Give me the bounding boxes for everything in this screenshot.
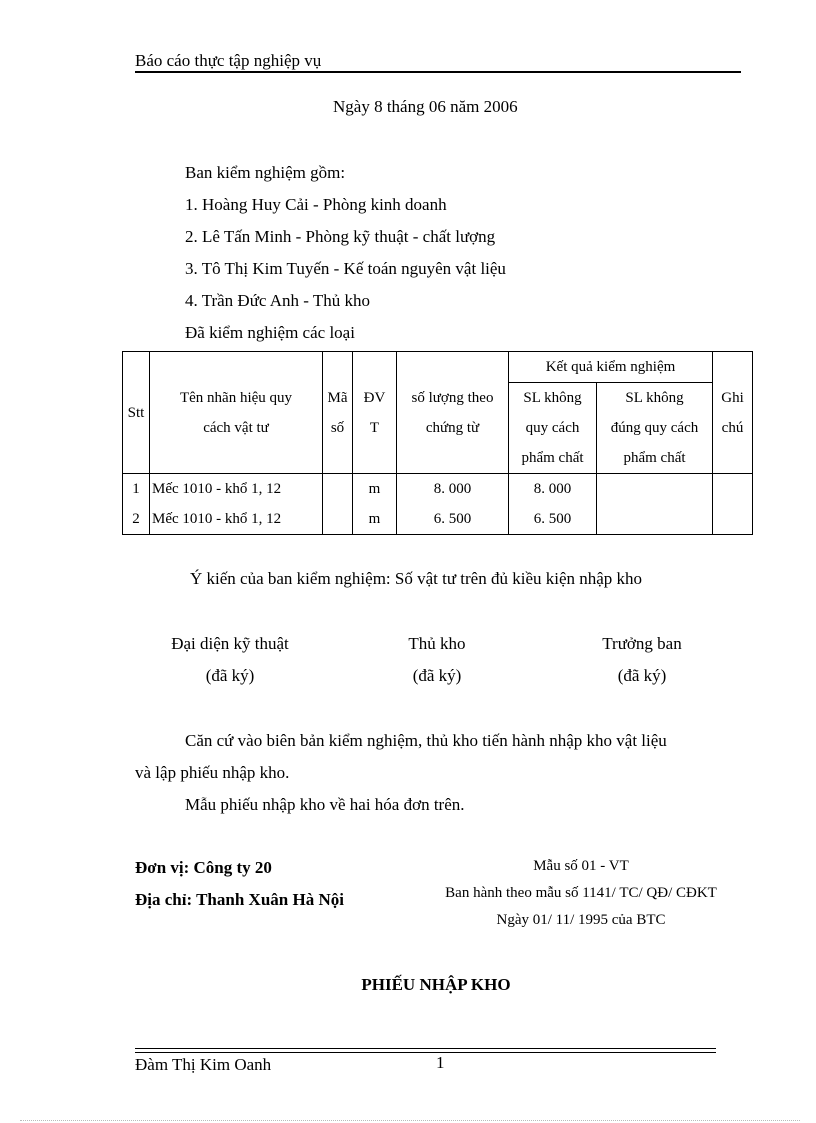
page-edge <box>20 1120 800 1121</box>
footer-rule <box>135 1052 716 1053</box>
committee-member: 4. Trần Đức Anh - Thủ kho <box>185 291 371 310</box>
address-label: Địa chỉ: <box>135 890 193 909</box>
cell-note <box>713 474 753 505</box>
footer-rule <box>135 1048 716 1049</box>
form-number: Mẫu số 01 - VT <box>533 858 629 874</box>
committee-member: 3. Tô Thị Kim Tuyến - Kế toán nguyên vật liệu <box>185 259 506 278</box>
cell-ok: 8. 000 <box>509 474 597 505</box>
committee-member: 1. Hoàng Huy Cải - Phòng kinh doanh <box>185 195 447 214</box>
header-stt: Stt <box>123 352 150 474</box>
paragraph-line: và lập phiếu nhập kho. <box>135 763 290 782</box>
cell-bad <box>597 474 713 505</box>
address-value: Thanh Xuân Hà Nội <box>196 890 344 909</box>
header-name: Tên nhãn hiệu quy cách vật tư <box>150 352 323 474</box>
header-bad: SL không đúng quy cách phẩm chất <box>597 383 713 474</box>
cell-qty: 6. 500 <box>397 504 509 535</box>
header-title: Báo cáo thực tập nghiệp vụ <box>135 51 322 70</box>
header-note: Ghi chú <box>713 352 753 474</box>
cell-stt: 1 <box>123 474 150 505</box>
signature-role-technical: Đại diện kỹ thuật <box>171 634 289 653</box>
committee-member: 2. Lê Tấn Minh - Phòng kỹ thuật - chất lượng <box>185 227 496 246</box>
cell-code <box>323 474 353 505</box>
unit-label: Đơn vị: <box>135 858 190 877</box>
unit-line <box>135 858 272 878</box>
signature-status: (đã ký) <box>412 666 462 685</box>
signature-role-chief: Trưởng ban <box>602 634 682 653</box>
paragraph-line: Căn cứ vào biên bản kiểm nghiệm, thủ kho tiến hành nhập kho vật liệu <box>185 731 667 750</box>
footer-author: Đàm Thị Kim Oanh <box>135 1055 272 1074</box>
date-line: Ngày 8 tháng 06 năm 2006 <box>333 97 518 116</box>
header-rule <box>135 71 741 73</box>
opinion-text: Ý kiến của ban kiểm nghiệm: Số vật tư trên đủ kiều kiện nhập kho <box>190 569 643 588</box>
table-row <box>123 504 753 535</box>
header-result: Kết quả kiểm nghiệm <box>509 352 713 383</box>
signature-status: (đã ký) <box>617 666 667 685</box>
paragraph-line: Mẫu phiếu nhập kho về hai hóa đơn trên. <box>185 795 465 814</box>
page-number: 1 <box>436 1053 445 1072</box>
signature-role-storekeeper: Thủ kho <box>408 634 466 653</box>
table-row <box>123 474 753 505</box>
cell-note <box>713 504 753 535</box>
form-date: Ngày 01/ 11/ 1995 của BTC <box>496 912 666 928</box>
inspection-table <box>122 351 753 535</box>
cell-unit: m <box>353 504 397 535</box>
header-qty: số lượng theo chứng từ <box>397 352 509 474</box>
cell-qty: 8. 000 <box>397 474 509 505</box>
document-title: PHIẾU NHẬP KHO <box>361 975 511 994</box>
header-code: Mã số <box>323 352 353 474</box>
header-ok: SL không quy cách phẩm chất <box>509 383 597 474</box>
unit-value: Công ty 20 <box>193 858 272 877</box>
cell-name: Mếc 1010 - khổ 1, 12 <box>150 474 323 505</box>
checked-label: Đã kiểm nghiệm các loại <box>185 323 355 342</box>
committee-intro: Ban kiểm nghiệm gồm: <box>185 163 346 182</box>
cell-name: Mếc 1010 - khổ 1, 12 <box>150 504 323 535</box>
cell-code <box>323 504 353 535</box>
cell-bad <box>597 504 713 535</box>
cell-ok: 6. 500 <box>509 504 597 535</box>
address-line <box>135 890 344 910</box>
form-issued: Ban hành theo mẫu số 1141/ TC/ QĐ/ CĐKT <box>445 885 717 901</box>
signature-status: (đã ký) <box>205 666 255 685</box>
cell-stt: 2 <box>123 504 150 535</box>
cell-unit: m <box>353 474 397 505</box>
header-unit: ĐV T <box>353 352 397 474</box>
